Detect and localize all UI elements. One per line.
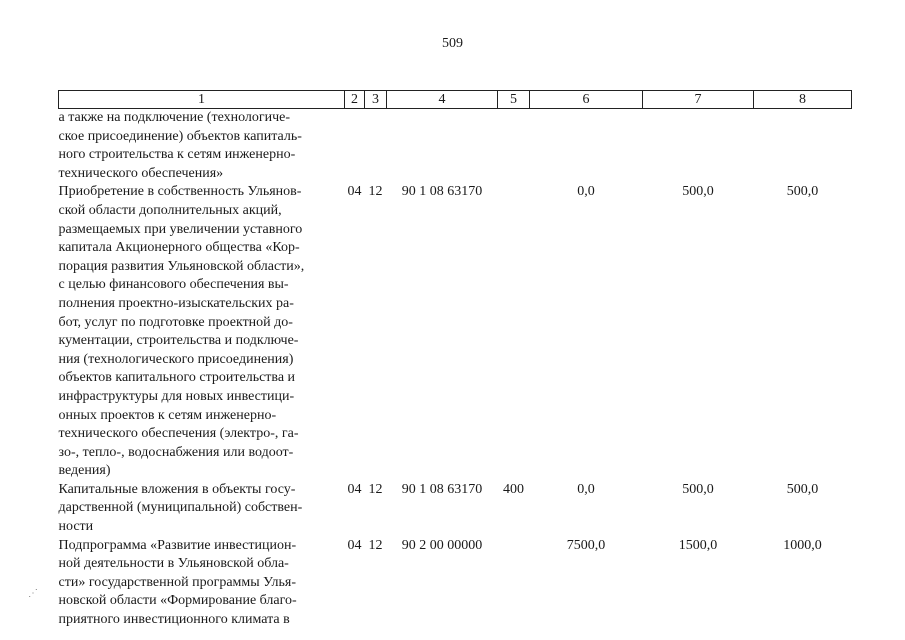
cell-c2 xyxy=(345,109,365,184)
column-header-1: 1 xyxy=(59,91,345,109)
cell-c7: 500,0 xyxy=(682,184,714,200)
column-header-8: 8 xyxy=(754,91,852,109)
page-number: 509 xyxy=(442,36,463,51)
column-header-3: 3 xyxy=(365,91,387,109)
cell-c2: 04 xyxy=(347,481,362,497)
cell-c8: 1000,0 xyxy=(783,537,822,553)
cell-c3: 12 xyxy=(368,184,383,200)
cell-c6: 7500,0 xyxy=(566,537,606,553)
cell-c5 xyxy=(498,109,530,184)
cell-c4: 90 1 08 63170 xyxy=(401,481,483,497)
cell-c5 xyxy=(498,537,530,630)
table-row xyxy=(59,109,852,184)
cell-c7 xyxy=(643,109,754,184)
cell-c8: 500,0 xyxy=(786,184,819,200)
row-description: а также на подключение (технологиче- ское присоединение) объектов капиталь- ного строительства к сетям инженерно- технического обеспечения» xyxy=(58,110,302,181)
table-row xyxy=(59,481,852,537)
cell-c4 xyxy=(387,109,498,184)
cell-c5 xyxy=(498,183,530,481)
cell-c2: 04 xyxy=(347,184,362,200)
cell-c6: 0,0 xyxy=(577,184,595,200)
cell-c8 xyxy=(754,109,852,184)
row-description: Капитальные вложения в объекты госу- дарственной (муниципальной) собствен- ности xyxy=(58,481,303,535)
cell-c3: 12 xyxy=(368,537,383,553)
cell-c4: 90 2 00 00000 xyxy=(401,537,483,553)
table-row xyxy=(59,183,852,481)
cell-c4: 90 1 08 63170 xyxy=(401,184,483,200)
cell-c8: 500,0 xyxy=(786,481,819,497)
cell-c2: 04 xyxy=(347,537,362,553)
cell-c5: 400 xyxy=(503,481,524,497)
scan-artifact: ⋰ xyxy=(28,588,38,599)
table-row xyxy=(59,537,852,630)
cell-c7: 1500,0 xyxy=(678,537,718,553)
cell-c6: 0,0 xyxy=(577,481,595,497)
column-header-5: 5 xyxy=(498,91,530,109)
column-header-7: 7 xyxy=(643,91,754,109)
budget-table xyxy=(58,90,852,630)
row-description: Приобретение в собственность Ульянов- ской области дополнительных акций, размещаемых при увеличении уставного капитала Акционерного общества «Кор- порация развития Ульяновской области», с целью финансового обеспечения вы- полнения проектно-изыскательских ра- бот, услуг по подготовке проектной до- кументации, строительства и подключе- ния (технологического присоединения) объектов капитального строительства и инфраструктуры для новых инвестици- онных проектов к сетям инженерно- технического обеспечения (электро-, га- зо-, тепло-, водоснабжения или водоот- ведения) xyxy=(58,184,305,479)
cell-c6 xyxy=(530,109,643,184)
row-description: Подпрограмма «Развитие инвестицион- ной деятельности в Ульяновской обла- сти» государственной программы Улья- новской области «Формирование благо- приятного инвестиционного климата в xyxy=(58,537,297,628)
header-row xyxy=(59,91,852,109)
column-header-2: 2 xyxy=(345,91,365,109)
column-header-4: 4 xyxy=(387,91,498,109)
cell-c7: 500,0 xyxy=(682,481,714,497)
column-header-6: 6 xyxy=(530,91,643,109)
cell-c3 xyxy=(365,109,387,184)
cell-c3: 12 xyxy=(368,481,383,497)
